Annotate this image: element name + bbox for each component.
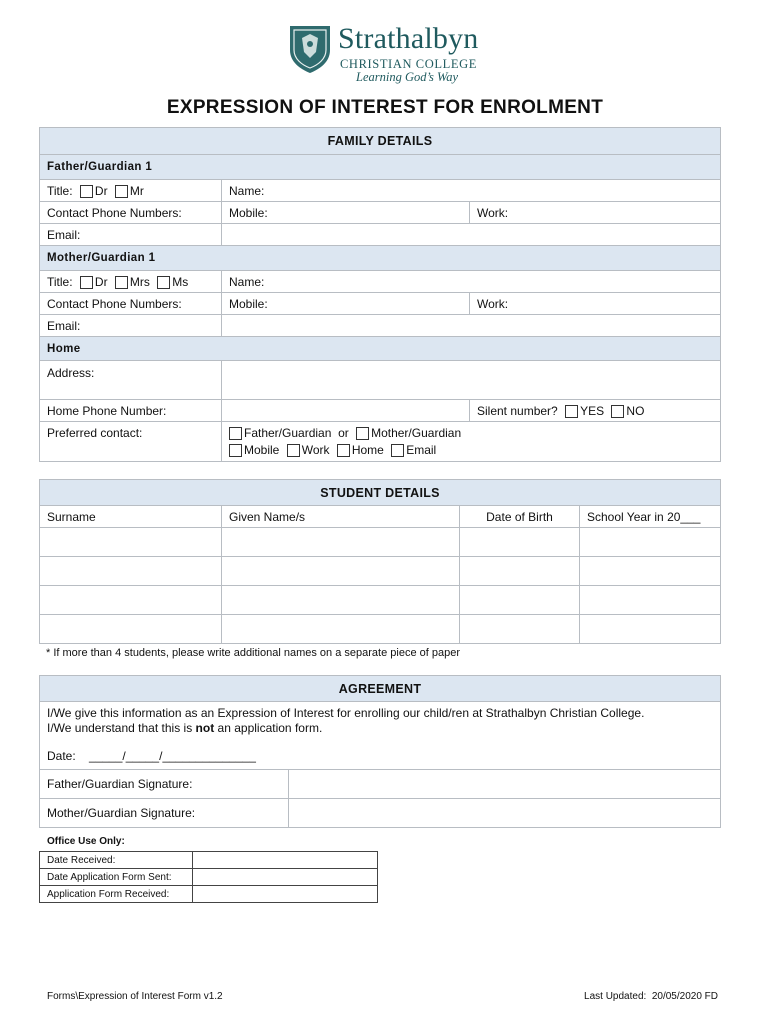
family-details-table	[39, 127, 721, 462]
mother-work-field[interactable]	[470, 293, 721, 315]
col-date-of-birth: Date of Birth	[460, 506, 580, 528]
footer-form-path: Forms\Expression of Interest Form v1.2	[47, 991, 223, 1002]
pref-work-label: Work	[301, 443, 330, 457]
office-form-sent-field[interactable]	[193, 869, 378, 886]
mother-name-field[interactable]	[222, 271, 721, 293]
school-name: Strathalbyn	[338, 22, 479, 55]
father-name-field[interactable]	[222, 180, 721, 202]
silent-no-label: NO	[626, 403, 645, 418]
col-given-names: Given Name/s	[222, 506, 460, 528]
silent-yes-checkbox[interactable]	[565, 405, 578, 418]
table-row	[40, 528, 721, 557]
preferred-contact-label: Preferred contact:	[40, 422, 222, 462]
father-mobile-label: Mobile:	[229, 205, 268, 220]
col-surname: Surname	[40, 506, 222, 528]
pref-email-label: Email	[406, 443, 437, 457]
home-phone-label: Home Phone Number:	[40, 400, 222, 422]
pref-father-checkbox[interactable]	[229, 427, 242, 440]
pref-mobile-label: Mobile	[244, 443, 280, 457]
mother-email-label: Email:	[40, 315, 222, 337]
pref-mobile-checkbox[interactable]	[229, 444, 242, 457]
agreement-header: AGREEMENT	[40, 676, 721, 702]
home-address-field[interactable]	[222, 361, 721, 400]
mother-ms-checkbox[interactable]	[157, 276, 170, 289]
silent-no-checkbox[interactable]	[611, 405, 624, 418]
footer-last-updated: Last Updated: 20/05/2020 FD	[584, 991, 718, 1002]
father-email-field[interactable]	[222, 224, 721, 246]
agreement-date-label: Date:	[47, 749, 76, 763]
family-details-header: FAMILY DETAILS	[40, 128, 721, 155]
father-phone-label: Contact Phone Numbers:	[40, 202, 222, 224]
father-title-cell	[40, 180, 222, 202]
school-crest-icon	[288, 24, 332, 74]
agreement-not-emphasis: not	[195, 721, 215, 735]
preferred-contact-options	[222, 422, 721, 462]
pref-mother-label: Mother/Guardian	[371, 426, 462, 440]
mother-title-cell	[40, 271, 222, 293]
father-name-label: Name:	[229, 183, 265, 198]
mother-mobile-label: Mobile:	[229, 296, 268, 311]
mother-mobile-field[interactable]	[222, 293, 470, 315]
school-logo	[288, 22, 488, 84]
table-row	[40, 557, 721, 586]
agreement-table	[39, 675, 721, 828]
student-2-surname[interactable]	[40, 557, 222, 586]
silent-number-label: Silent number?	[477, 403, 558, 418]
agreement-text	[40, 702, 721, 770]
silent-yes-label: YES	[580, 403, 605, 418]
agreement-date-row[interactable]	[47, 749, 713, 764]
mother-section-label: Mother/Guardian 1	[40, 246, 721, 271]
office-form-received-field[interactable]	[193, 886, 378, 903]
pref-mother-checkbox[interactable]	[356, 427, 369, 440]
student-footnote: * If more than 4 students, please write additional names on a separate piece of paper	[46, 647, 460, 659]
mother-signature-label: Mother/Guardian Signature:	[40, 799, 289, 828]
office-date-received-field[interactable]	[193, 852, 378, 869]
mother-work-label: Work:	[477, 296, 509, 311]
student-4-surname[interactable]	[40, 615, 222, 644]
father-work-label: Work:	[477, 205, 509, 220]
student-2-given[interactable]	[222, 557, 460, 586]
father-mr-checkbox[interactable]	[115, 185, 128, 198]
student-4-given[interactable]	[222, 615, 460, 644]
student-3-year[interactable]	[580, 586, 721, 615]
student-4-dob[interactable]	[460, 615, 580, 644]
student-1-given[interactable]	[222, 528, 460, 557]
father-email-label: Email:	[40, 224, 222, 246]
mother-mrs-label: Mrs	[129, 274, 150, 289]
student-1-surname[interactable]	[40, 528, 222, 557]
office-form-received-label: Application Form Received:	[40, 886, 193, 903]
pref-work-checkbox[interactable]	[287, 444, 300, 457]
mother-signature-field[interactable]	[289, 799, 721, 828]
home-address-label: Address:	[40, 361, 222, 400]
mother-dr-label: Dr	[94, 274, 108, 289]
father-section-label: Father/Guardian 1	[40, 155, 721, 180]
mother-mrs-checkbox[interactable]	[115, 276, 128, 289]
pref-or-label: or	[338, 426, 349, 440]
office-use-title: Office Use Only:	[47, 836, 125, 847]
table-row	[40, 615, 721, 644]
pref-home-label: Home	[351, 443, 384, 457]
student-details-table	[39, 479, 721, 644]
mother-dr-checkbox[interactable]	[80, 276, 93, 289]
father-title-label: Title:	[47, 183, 73, 198]
student-2-dob[interactable]	[460, 557, 580, 586]
pref-father-label: Father/Guardian	[244, 426, 332, 440]
table-row	[40, 586, 721, 615]
home-section-label: Home	[40, 337, 721, 361]
office-use-table	[39, 851, 378, 903]
mother-phone-label: Contact Phone Numbers:	[40, 293, 222, 315]
student-details-header: STUDENT DETAILS	[40, 480, 721, 506]
mother-title-label: Title:	[47, 274, 73, 289]
mother-email-field[interactable]	[222, 315, 721, 337]
agreement-line-2: I/We understand that this is not an application form.	[47, 721, 323, 735]
father-signature-label: Father/Guardian Signature:	[40, 770, 289, 799]
father-mobile-field[interactable]	[222, 202, 470, 224]
agreement-line-1: I/We give this information as an Expression of Interest for enrolling our child/ren at Strathalbyn Christian College.	[47, 706, 645, 720]
student-2-year[interactable]	[580, 557, 721, 586]
student-1-year[interactable]	[580, 528, 721, 557]
school-subtitle: CHRISTIAN COLLEGE	[340, 57, 477, 71]
father-signature-field[interactable]	[289, 770, 721, 799]
school-tagline: Learning God’s Way	[356, 70, 459, 84]
student-3-given[interactable]	[222, 586, 460, 615]
home-phone-field[interactable]	[222, 400, 470, 422]
student-1-dob[interactable]	[460, 528, 580, 557]
student-3-dob[interactable]	[460, 586, 580, 615]
father-dr-checkbox[interactable]	[80, 185, 93, 198]
office-form-sent-label: Date Application Form Sent:	[40, 869, 193, 886]
office-date-received-label: Date Received:	[40, 852, 193, 869]
col-school-year: School Year in 20___	[580, 506, 721, 528]
page-title: EXPRESSION OF INTEREST FOR ENROLMENT	[166, 97, 604, 118]
agreement-date-blank: _____/_____/______________	[89, 749, 256, 763]
silent-number-cell	[470, 400, 721, 422]
student-3-surname[interactable]	[40, 586, 222, 615]
mother-name-label: Name:	[229, 274, 265, 289]
student-4-year[interactable]	[580, 615, 721, 644]
pref-home-checkbox[interactable]	[337, 444, 350, 457]
pref-email-checkbox[interactable]	[391, 444, 404, 457]
father-mr-label: Mr	[129, 183, 144, 198]
father-dr-label: Dr	[94, 183, 108, 198]
father-work-field[interactable]	[470, 202, 721, 224]
mother-ms-label: Ms	[172, 274, 189, 289]
